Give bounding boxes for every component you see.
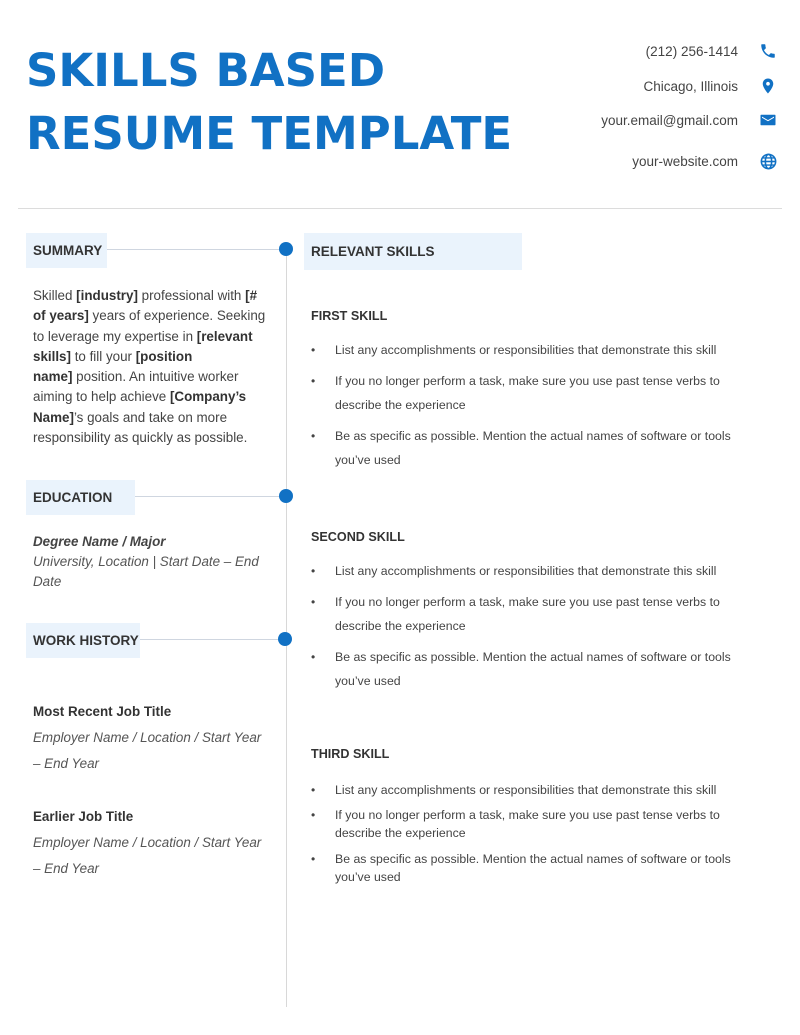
education-connector [135,496,279,497]
bullet-dot-icon: • [311,564,316,578]
globe-icon [758,151,778,171]
summary-line: of years] years of experience. Seeking [33,308,266,324]
skill-title: FIRST SKILL [311,309,388,323]
bullet-text: Be as specific as possible. Mention the actual names of software or tools you’ve used [335,429,731,467]
website-text: your-website.com [632,153,738,169]
summary-text [33,286,271,448]
bullet-text: Be as specific as possible. Mention the actual names of software or tools you’ve used [335,650,731,688]
skill-title: THIRD SKILL [311,747,390,761]
bullet-dot-icon: • [311,852,316,866]
bullet-text: List any accomplishments or responsibilities that demonstrate this skill [335,343,717,357]
resume-title-line-2: RESUME TEMPLATE [26,107,513,160]
map-pin-icon [758,76,778,96]
bullet-text: List any accomplishments or responsibilities that demonstrate this skill [335,783,717,797]
summary-line: name] position. An intuitive worker [33,369,239,385]
header-divider [18,208,782,209]
job-title: Earlier Job Title [33,809,134,824]
summary-line: aiming to help achieve [Company’s [33,389,247,405]
phone-text: (212) 256-1414 [645,43,738,59]
bullet-dot-icon: • [311,808,316,822]
job-employer-line-1: Employer Name / Location / Start Year [33,730,262,745]
job-title: Most Recent Job Title [33,704,172,719]
bullet-dot-icon: • [311,650,316,664]
summary-timeline-dot [279,242,293,256]
summary-connector [107,249,279,250]
contact-website [632,149,778,173]
summary-line: skills] to fill your [position [33,348,193,364]
education-timeline-dot [279,489,293,503]
contact-email [601,108,778,132]
bullet-dot-icon: • [311,374,316,388]
summary-line: responsibility as quickly as possible. [33,430,248,446]
bullet-dot-icon: • [311,429,316,443]
phone-icon [758,41,778,61]
work-history-timeline-dot [278,632,292,646]
bullet-dot-icon: • [311,343,316,357]
bullet-text: If you no longer perform a task, make sure you use past tense verbs to describe the experience [335,808,720,840]
degree-name: Degree Name / Major [33,534,166,549]
job-employer-line-2: – End Year [33,861,100,876]
summary-line: Skilled [industry] professional with [# [33,288,258,303]
summary-line: to leverage my expertise in [relevant [33,328,253,344]
work-history-heading: WORK HISTORY [26,623,140,658]
bullet-dot-icon: • [311,783,316,797]
job-employer-line-2: – End Year [33,756,100,771]
job-employer-line-1: Employer Name / Location / Start Year [33,835,262,850]
bullet-text: If you no longer perform a task, make sure you use past tense verbs to describe the experience [335,374,720,412]
summary-heading: SUMMARY [26,233,107,268]
bullet-dot-icon: • [311,595,316,609]
education-details-line-1: University, Location | Start Date – End [33,554,259,569]
resume-title-line-1: SKILLS BASED [26,44,386,97]
relevant-skills-heading: RELEVANT SKILLS [304,233,522,270]
envelope-icon [758,110,778,130]
bullet-text: Be as specific as possible. Mention the actual names of software or tools you’ve used [335,852,731,884]
timeline-line [286,243,287,1007]
bullet-text: If you no longer perform a task, make sure you use past tense verbs to describe the experience [335,595,720,633]
contact-phone [646,39,778,63]
summary-line: Name]’s goals and take on more [33,409,228,425]
contact-location [643,74,778,98]
bullet-text: List any accomplishments or responsibilities that demonstrate this skill [335,564,717,578]
education-details-line-2: Date [33,574,62,589]
email-text: your.email@gmail.com [601,112,738,128]
education-heading: EDUCATION [26,480,135,515]
work-history-connector [140,639,278,640]
location-text: Chicago, Illinois [643,78,738,94]
skill-title: SECOND SKILL [311,530,405,544]
